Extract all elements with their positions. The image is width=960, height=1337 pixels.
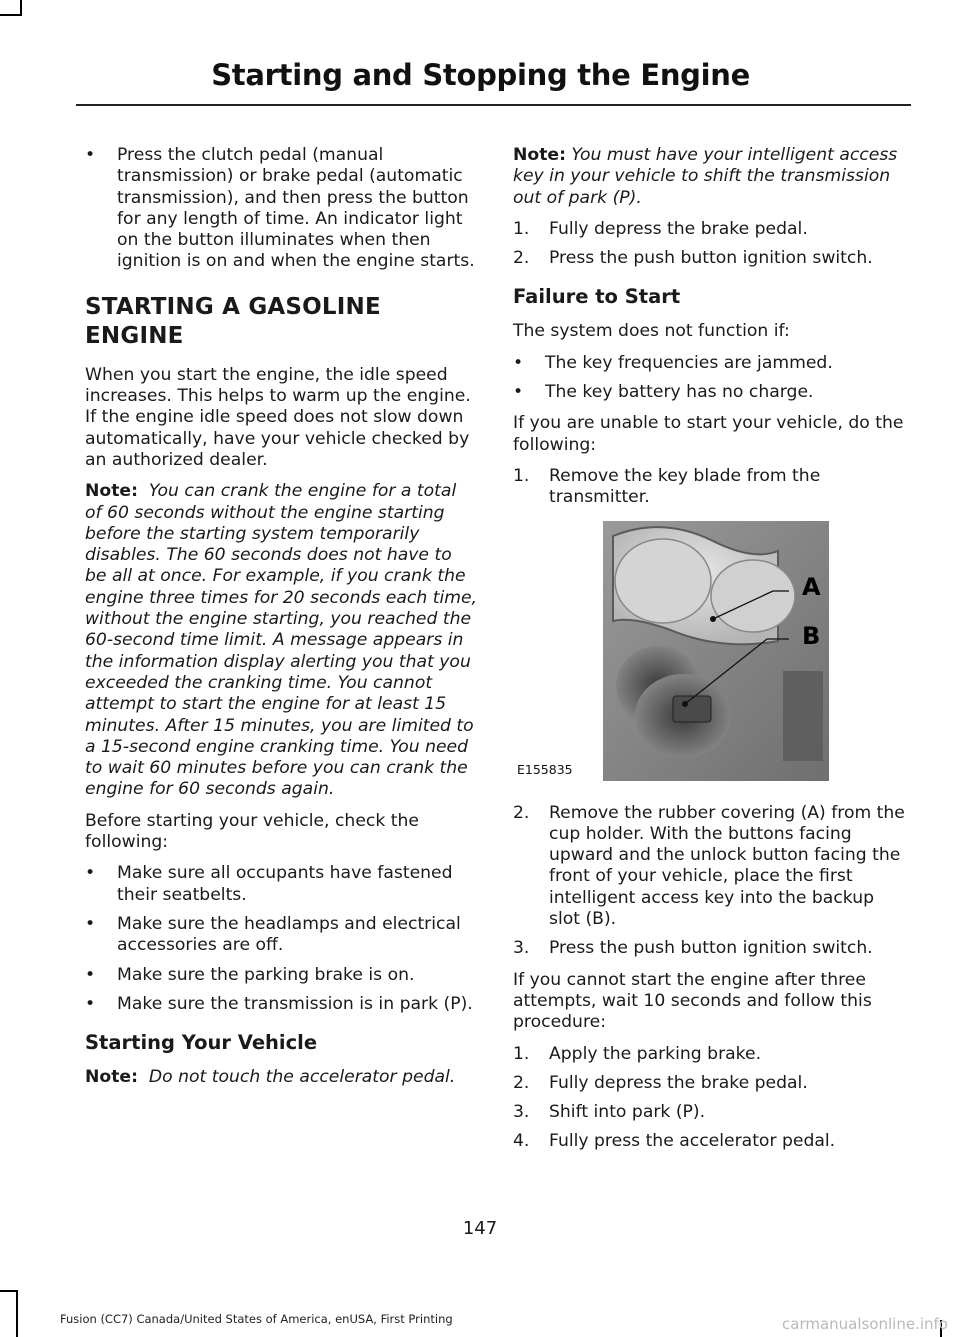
intro-bullets [85,145,477,273]
section-heading-line: STARTING A GASOLINE [85,293,381,320]
callout-label-b: B [802,621,821,650]
list-item [85,914,477,957]
steps-list [513,803,910,960]
bullet-marker: • [85,964,96,985]
list-item-text: Make sure the transmission is in park (P). [117,993,473,1014]
list-item-text: Press the push button ignition switch. [549,938,873,959]
watermark[interactable]: carmanualsonline.info [782,1315,948,1333]
list-item-text: Shift into park (P). [549,1102,706,1123]
callout-label-a: A [802,572,821,601]
step-number: 3. [513,938,530,959]
footer-text: Fusion (CC7) Canada/United States of America, enUSA, First Printing [60,1312,453,1326]
paragraph: When you start the engine, the idle speed increases. This helps to warm up the engine. If the engine idle speed does not slow down automatically, have your vehicle checked by an authorized dealer. [85,364,471,470]
list-item-text: Make sure the headlamps and electrical accessories are off. [117,913,461,956]
list-item [85,965,477,986]
bullet-marker: • [513,382,524,403]
right-column [513,145,910,1163]
note-text: Do not touch the accelerator pedal. [148,1067,456,1088]
crop-mark [0,14,22,16]
list-item [513,803,910,931]
list-item-text: Press the push button ignition switch. [549,248,873,269]
list-item-text: Remove the rubber covering (A) from the cup holder. With the buttons facing upward and the unlock button facing the front of your vehicle, place the first intelligent access key into the backup slot (B). [549,802,905,930]
section-heading-line: ENGINE [85,322,184,349]
crop-mark [20,0,22,16]
list-item [85,994,477,1015]
note [85,1067,477,1088]
steps-list [513,1044,910,1153]
list-item [513,1131,910,1152]
list-item [513,1073,910,1094]
bullet-marker: • [85,145,96,165]
step-number: 1. [513,465,530,486]
step-number: 1. [513,1043,530,1064]
note-label: Note: [85,481,138,502]
step-number: 3. [513,1102,530,1123]
steps-list [513,219,910,270]
note-label: Note: [85,1067,138,1088]
note-label: Note: [513,145,566,165]
bullet-marker: • [85,913,96,934]
list-item-text: Make sure the parking brake is on. [117,964,415,985]
cup-holder-figure [513,519,910,791]
list-item [513,1102,910,1123]
list-item [513,938,910,959]
paragraph: The system does not function if: [513,321,790,342]
list-item-text: Apply the parking brake. [549,1043,762,1064]
list-item [513,382,910,403]
list-item-text: Fully press the accelerator pedal. [549,1131,836,1152]
crop-mark [16,1290,18,1337]
paragraph: If you are unable to start your vehicle, do the following: [513,413,904,455]
list-item [513,353,910,374]
step-number: 2. [513,802,530,823]
note-text: You can crank the engine for a total of 60 seconds without the engine starting before the starting system temporarily disables. The 60 seconds does not have to be all at once. For example, if you crank the engine three times for 20 seconds each time, without the engine starting, you reached the 60-second time limit. A message appears in the information display alerting you that you exceeded the cranking time. You cannot attempt to start the engine for at least 15 minutes. After 15 minutes, you are limited to a 15-second engine cranking time. You need to wait 60 minutes before you can crank the engine for 60 seconds again. [85,481,477,800]
bullet-marker: • [513,352,524,373]
list-item [513,466,910,509]
callout-lines [513,519,910,791]
note [513,145,910,209]
list-item [85,863,477,906]
subheading: Starting Your Vehicle [85,1031,318,1055]
list-item [513,219,910,240]
list-item-text: Make sure all occupants have fastened their seatbelts. [117,863,453,905]
step-number: 2. [513,1072,530,1093]
header-rule [76,104,911,106]
subheading: Failure to Start [513,285,681,309]
note-text: You must have your intelligent access key in your vehicle to shift the transmission out of park (P). [513,145,898,208]
left-column [85,145,477,1098]
figure-code: E155835 [517,761,573,777]
bullet-marker: • [85,993,96,1014]
step-number: 1. [513,218,530,239]
steps-list [513,466,910,509]
checklist [85,863,477,1015]
list-item-text: Fully depress the brake pedal. [549,1072,808,1093]
section-heading [85,293,477,351]
list-item [85,145,477,273]
list-item-text: Remove the key blade from the transmitter. [549,465,821,508]
page-title: Starting and Stopping the Engine [211,58,750,92]
list-item-text: The key battery has no charge. [545,382,814,403]
bullet-marker: • [85,863,96,884]
list-item-text: Fully depress the brake pedal. [549,218,808,239]
page-number: 147 [462,1218,498,1239]
paragraph: Before starting your vehicle, check the following: [85,810,419,853]
list-item-text: Press the clutch pedal (manual transmission) or brake pedal (automatic transmission), and then press the button for any length of time. An indicator light on the button illuminates when then ignition is on and when the engine starts. [117,145,475,272]
note [85,481,477,800]
step-number: 4. [513,1131,530,1152]
paragraph: If you cannot start the engine after three attempts, wait 10 seconds and follow this procedure: [513,969,872,1033]
step-number: 2. [513,248,530,269]
list-item-text: The key frequencies are jammed. [545,352,833,373]
list-item [513,248,910,269]
failure-bullets [513,353,910,404]
list-item [513,1044,910,1065]
